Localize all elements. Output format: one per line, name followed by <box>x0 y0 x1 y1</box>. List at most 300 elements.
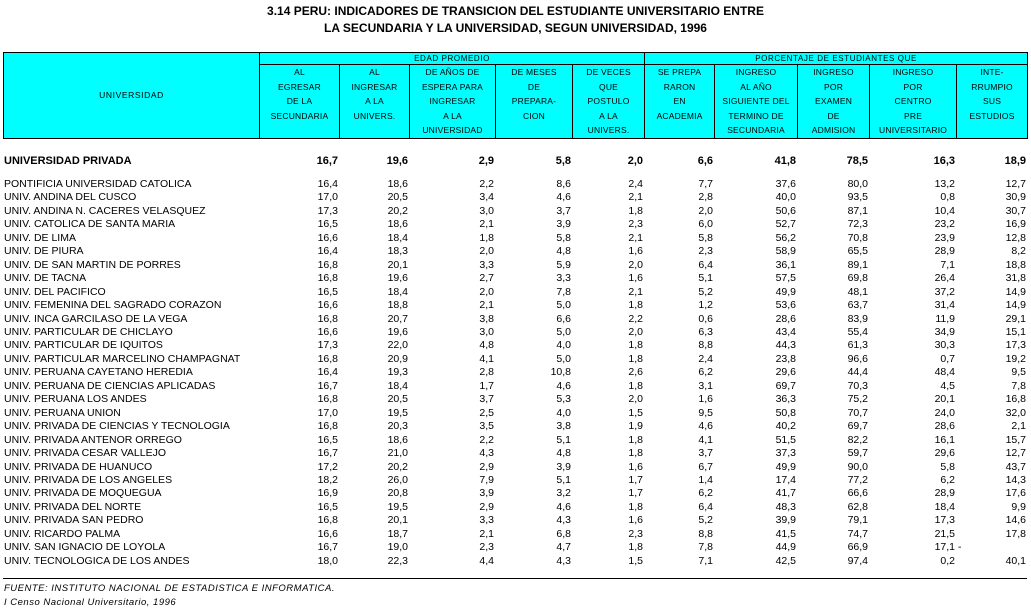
value-cell: 30,3 <box>934 339 955 352</box>
value-cell: 1,5 <box>628 406 643 419</box>
value-cell: 18,4 <box>387 231 408 244</box>
table-row <box>3 232 1027 245</box>
header-col: SE PREPA RARON EN ACADEMIA <box>645 65 715 139</box>
value-cell: 79,1 <box>847 514 868 527</box>
value-cell: 18,9 <box>1004 155 1026 167</box>
value-cell: 6,6 <box>697 155 713 167</box>
value-cell: 1,8 <box>628 352 643 365</box>
value-cell: 2,1 <box>479 218 494 231</box>
university-name: UNIV. PRIVADA DEL NORTE <box>4 500 142 513</box>
value-cell: 48,4 <box>934 366 955 379</box>
value-cell: 4,3 <box>479 447 494 460</box>
value-cell: 17,1 <box>934 541 955 554</box>
value-cell: 15,1 <box>1005 325 1026 338</box>
value-cell: 16,4 <box>317 245 338 258</box>
value-cell: 44,3 <box>775 339 796 352</box>
university-name: UNIVERSIDAD PRIVADA <box>4 155 132 167</box>
value-cell: 89,1 <box>847 258 868 271</box>
value-cell: 5,2 <box>698 514 713 527</box>
value-cell: 18,3 <box>387 245 408 258</box>
university-name: UNIV. PARTICULAR MARCELINO CHAMPAGNAT <box>4 352 241 365</box>
value-cell: 48,1 <box>847 285 868 298</box>
value-cell: 50,8 <box>775 406 796 419</box>
table-row <box>3 407 1027 420</box>
table-row <box>3 178 1027 191</box>
value-cell: 16,4 <box>317 366 338 379</box>
value-cell: 23,8 <box>775 352 796 365</box>
value-cell: 19,6 <box>387 272 408 285</box>
value-cell: 16,8 <box>317 514 338 527</box>
value-cell: 1,6 <box>698 393 713 406</box>
table-title-line1: 3.14 PERU: INDICADORES DE TRANSICION DEL ESTUDIANTE UNIVERSITARIO ENTRE <box>267 4 764 18</box>
value-cell: 0,6 <box>698 312 713 325</box>
value-cell: 2,3 <box>479 541 494 554</box>
value-cell: 87,1 <box>847 204 868 217</box>
value-cell: 20,1 <box>387 258 408 271</box>
value-cell: 78,5 <box>846 155 868 167</box>
value-cell: 9,9 <box>1011 500 1026 513</box>
value-cell: 17,3 <box>1005 339 1026 352</box>
value-cell: 20,3 <box>387 420 408 433</box>
value-cell: 5,9 <box>556 258 571 271</box>
university-name: UNIV. DE TACNA <box>4 272 87 285</box>
value-cell: 2,0 <box>628 393 643 406</box>
value-cell: 18,4 <box>934 500 955 513</box>
value-cell: 48,3 <box>775 500 796 513</box>
value-cell: 97,4 <box>847 554 868 567</box>
value-cell: 21,5 <box>934 527 955 540</box>
value-cell: 96,6 <box>847 352 868 365</box>
value-cell: 16,3 <box>933 155 955 167</box>
header-col: INGRESO POR CENTRO PRE UNIVERSITARIO <box>870 65 957 139</box>
table-row <box>3 366 1027 379</box>
value-cell: 4,8 <box>479 339 494 352</box>
value-cell: 20,7 <box>387 312 408 325</box>
header-universidad: UNIVERSIDAD <box>4 53 260 139</box>
value-cell: 3,8 <box>556 420 571 433</box>
value-cell: 9,5 <box>1011 366 1026 379</box>
value-cell: 6,3 <box>698 325 713 338</box>
value-cell: 16,5 <box>317 218 338 231</box>
value-cell: 5,1 <box>698 272 713 285</box>
value-cell: 28,9 <box>934 245 955 258</box>
value-cell: 1,7 <box>628 473 643 486</box>
value-cell: 90,0 <box>847 460 868 473</box>
value-cell: - <box>958 541 962 554</box>
value-cell: 2,9 <box>479 460 494 473</box>
value-cell: 19,0 <box>387 541 408 554</box>
value-cell: 19,2 <box>1005 352 1026 365</box>
value-cell: 18,4 <box>387 285 408 298</box>
university-name: UNIV. PERUANA UNION <box>4 406 121 419</box>
value-cell: 18,0 <box>317 554 338 567</box>
value-cell: 4,8 <box>556 245 571 258</box>
value-cell: 75,2 <box>847 393 868 406</box>
value-cell: 14,3 <box>1005 473 1026 486</box>
value-cell: 5,1 <box>556 433 571 446</box>
university-name: UNIV. PRIVADA DE LOS ANGELES <box>4 473 173 486</box>
value-cell: 2,3 <box>628 527 643 540</box>
table-header <box>3 52 1028 139</box>
data-table <box>3 178 1027 568</box>
value-cell: 6,0 <box>698 218 713 231</box>
table-row <box>3 299 1027 312</box>
university-name: UNIV. PERUANA LOS ANDES <box>4 393 147 406</box>
value-cell: 19,5 <box>387 500 408 513</box>
table-row <box>3 461 1027 474</box>
header-col: AL INGRESAR A LA UNIVERS. <box>340 65 410 139</box>
value-cell: 12,7 <box>1005 178 1026 190</box>
summary-table <box>3 155 1027 168</box>
university-name: UNIV. DEL PACIFICO <box>4 285 106 298</box>
value-cell: 40,2 <box>775 420 796 433</box>
table-row <box>3 286 1027 299</box>
value-cell: 17,6 <box>1005 487 1026 500</box>
university-name: UNIV. DE SAN MARTIN DE PORRES <box>4 258 181 271</box>
table-row <box>3 393 1027 406</box>
value-cell: 2,0 <box>698 204 713 217</box>
value-cell: 23,9 <box>934 231 955 244</box>
value-cell: 37,6 <box>775 178 796 190</box>
university-name: UNIV. DE PIURA <box>4 245 84 258</box>
value-cell: 16,8 <box>317 393 338 406</box>
header-group-porcentaje: PORCENTAJE DE ESTUDIANTES QUE <box>645 53 1028 65</box>
table-row <box>3 447 1027 460</box>
value-cell: 14,9 <box>1005 285 1026 298</box>
value-cell: 20,2 <box>387 460 408 473</box>
table-row <box>3 245 1027 258</box>
value-cell: 16,7 <box>317 541 338 554</box>
value-cell: 6,2 <box>940 473 955 486</box>
value-cell: 8,6 <box>556 178 571 190</box>
value-cell: 7,1 <box>698 554 713 567</box>
value-cell: 16,7 <box>316 155 338 167</box>
table-row <box>3 353 1027 366</box>
university-name: UNIV. ANDINA N. CACERES VELASQUEZ <box>4 204 206 217</box>
value-cell: 1,8 <box>628 447 643 460</box>
value-cell: 16,6 <box>317 325 338 338</box>
value-cell: 7,8 <box>698 541 713 554</box>
value-cell: 1,9 <box>628 420 643 433</box>
value-cell: 39,9 <box>775 514 796 527</box>
value-cell: 5,2 <box>698 285 713 298</box>
value-cell: 16,6 <box>317 299 338 312</box>
value-cell: 4,4 <box>479 554 494 567</box>
value-cell: 36,3 <box>775 393 796 406</box>
value-cell: 16,6 <box>317 231 338 244</box>
value-cell: 51,5 <box>775 433 796 446</box>
value-cell: 16,8 <box>317 312 338 325</box>
value-cell: 1,8 <box>628 433 643 446</box>
value-cell: 16,6 <box>317 527 338 540</box>
value-cell: 2,7 <box>479 272 494 285</box>
value-cell: 18,6 <box>387 178 408 190</box>
value-cell: 18,6 <box>387 433 408 446</box>
header-col: DE VECES QUE POSTULO A LA UNIVERS. <box>573 65 645 139</box>
value-cell: 8,8 <box>698 339 713 352</box>
value-cell: 36,1 <box>775 258 796 271</box>
value-cell: 3,9 <box>556 218 571 231</box>
value-cell: 50,6 <box>775 204 796 217</box>
value-cell: 18,8 <box>1005 258 1026 271</box>
value-cell: 43,7 <box>1005 460 1026 473</box>
value-cell: 3,7 <box>479 393 494 406</box>
value-cell: 2,8 <box>698 191 713 204</box>
value-cell: 16,8 <box>317 272 338 285</box>
value-cell: 5,8 <box>556 231 571 244</box>
value-cell: 10,8 <box>550 366 571 379</box>
header-col: DE AÑOS DE ESPERA PARA INGRESAR A LA UNIVERSIDAD <box>410 65 496 139</box>
value-cell: 83,9 <box>847 312 868 325</box>
university-name: UNIV. TECNOLOGICA DE LOS ANDES <box>4 554 190 567</box>
value-cell: 55,4 <box>847 325 868 338</box>
value-cell: 3,8 <box>479 312 494 325</box>
value-cell: 2,4 <box>698 352 713 365</box>
value-cell: 5,8 <box>698 231 713 244</box>
value-cell: 3,0 <box>479 204 494 217</box>
value-cell: 17,8 <box>1005 527 1026 540</box>
value-cell: 1,8 <box>628 541 643 554</box>
value-cell: 44,4 <box>847 366 868 379</box>
value-cell: 1,8 <box>628 500 643 513</box>
value-cell: 15,7 <box>1005 433 1026 446</box>
header-col: INTE- RRUMPIO SUS ESTUDIOS <box>957 65 1028 139</box>
value-cell: 1,8 <box>628 204 643 217</box>
value-cell: 17,4 <box>775 473 796 486</box>
table-row <box>3 434 1027 447</box>
value-cell: 17,0 <box>317 406 338 419</box>
value-cell: 2,2 <box>479 433 494 446</box>
value-cell: 7,8 <box>556 285 571 298</box>
table-row <box>3 420 1027 433</box>
value-cell: 28,6 <box>775 312 796 325</box>
value-cell: 4,7 <box>556 541 571 554</box>
value-cell: 3,4 <box>479 191 494 204</box>
value-cell: 7,1 <box>940 258 955 271</box>
value-cell: 59,7 <box>847 447 868 460</box>
value-cell: 16,9 <box>317 487 338 500</box>
value-cell: 42,5 <box>775 554 796 567</box>
value-cell: 58,9 <box>775 245 796 258</box>
university-name: UNIV. CATOLICA DE SANTA MARIA <box>4 218 176 231</box>
value-cell: 1,7 <box>628 487 643 500</box>
value-cell: 2,0 <box>479 245 494 258</box>
value-cell: 5,8 <box>555 155 571 167</box>
university-name: UNIV. PRIVADA ANTENOR ORREGO <box>4 433 182 446</box>
value-cell: 8,8 <box>698 527 713 540</box>
value-cell: 30,9 <box>1005 191 1026 204</box>
value-cell: 6,4 <box>698 500 713 513</box>
header-col: INGRESO AL AÑO SIGUIENTE DEL TERMINO DE SECUNDARIA <box>715 65 798 139</box>
value-cell: 70,7 <box>847 406 868 419</box>
value-cell: 17,0 <box>317 191 338 204</box>
value-cell: 7,7 <box>698 178 713 190</box>
value-cell: 4,6 <box>556 500 571 513</box>
value-cell: 16,8 <box>317 352 338 365</box>
value-cell: 2,9 <box>479 500 494 513</box>
value-cell: 2,6 <box>628 366 643 379</box>
value-cell: 41,8 <box>774 155 796 167</box>
header-col: DE MESES DE PREPARA- CION <box>496 65 573 139</box>
value-cell: 1,6 <box>628 460 643 473</box>
university-name: UNIV. FEMENINA DEL SAGRADO CORAZON <box>4 299 222 312</box>
university-name: UNIV. PARTICULAR DE CHICLAYO <box>4 325 173 338</box>
value-cell: 62,8 <box>847 500 868 513</box>
university-name: UNIV. RICARDO PALMA <box>4 527 121 540</box>
value-cell: 1,4 <box>698 473 713 486</box>
value-cell: 66,9 <box>847 541 868 554</box>
value-cell: 20,5 <box>387 191 408 204</box>
value-cell: 20,1 <box>387 514 408 527</box>
value-cell: 82,2 <box>847 433 868 446</box>
value-cell: 77,2 <box>847 473 868 486</box>
value-cell: 2,3 <box>698 245 713 258</box>
value-cell: 4,3 <box>556 514 571 527</box>
table-row <box>3 555 1027 568</box>
value-cell: 7,9 <box>479 473 494 486</box>
value-cell: 29,6 <box>775 366 796 379</box>
value-cell: 30,7 <box>1005 204 1026 217</box>
value-cell: 2,2 <box>628 312 643 325</box>
university-name: PONTIFICIA UNIVERSIDAD CATOLICA <box>4 178 192 190</box>
value-cell: 1,6 <box>628 272 643 285</box>
value-cell: 9,5 <box>698 406 713 419</box>
value-cell: 29,1 <box>1005 312 1026 325</box>
university-name: UNIV. SAN IGNACIO DE LOYOLA <box>4 541 166 554</box>
value-cell: 1,5 <box>628 554 643 567</box>
value-cell: 17,2 <box>317 460 338 473</box>
value-cell: 2,1 <box>628 285 643 298</box>
value-cell: 49,9 <box>775 460 796 473</box>
value-cell: 14,6 <box>1005 514 1026 527</box>
table-row <box>3 514 1027 527</box>
value-cell: 20,1 <box>934 393 955 406</box>
value-cell: 2,9 <box>478 155 494 167</box>
value-cell: 16,7 <box>317 447 338 460</box>
university-name: UNIV. PRIVADA SAN PEDRO <box>4 514 144 527</box>
value-cell: 44,9 <box>775 541 796 554</box>
value-cell: 74,7 <box>847 527 868 540</box>
table-row <box>3 541 1027 554</box>
value-cell: 34,9 <box>934 325 955 338</box>
value-cell: 2,0 <box>628 258 643 271</box>
value-cell: 26,0 <box>387 473 408 486</box>
footnote-source: FUENTE: INSTITUTO NACIONAL DE ESTADISTICA E INFORMATICA. <box>4 583 335 594</box>
value-cell: 2,4 <box>628 178 643 190</box>
value-cell: 17,3 <box>317 204 338 217</box>
header-col: AL EGRESAR DE LA SECUNDARIA <box>260 65 340 139</box>
value-cell: 3,9 <box>556 460 571 473</box>
value-cell: 20,2 <box>387 204 408 217</box>
value-cell: 93,5 <box>847 191 868 204</box>
value-cell: 70,8 <box>847 231 868 244</box>
value-cell: 3,3 <box>479 514 494 527</box>
university-name: UNIV. PERUANA DE CIENCIAS APLICADAS <box>4 379 216 392</box>
table-row <box>3 218 1027 231</box>
value-cell: 16,8 <box>317 258 338 271</box>
university-name: UNIV. PRIVADA CESAR VALLEJO <box>4 447 167 460</box>
value-cell: 0,2 <box>940 554 955 567</box>
value-cell: 43,4 <box>775 325 796 338</box>
bottom-rule <box>3 578 1027 579</box>
value-cell: 53,6 <box>775 299 796 312</box>
value-cell: 19,5 <box>387 406 408 419</box>
value-cell: 2,5 <box>479 406 494 419</box>
value-cell: 16,1 <box>934 433 955 446</box>
header-group-edad: EDAD PROMEDIO <box>260 53 645 65</box>
header-col: INGRESO POR EXAMEN DE ADMISION <box>798 65 870 139</box>
value-cell: 1,8 <box>628 299 643 312</box>
value-cell: 0,7 <box>940 352 955 365</box>
value-cell: 5,1 <box>556 473 571 486</box>
university-name: UNIV. INCA GARCILASO DE LA VEGA <box>4 312 188 325</box>
value-cell: 18,7 <box>387 527 408 540</box>
footnote-census: I Censo Nacional Universitario, 1996 <box>4 597 177 608</box>
table-row <box>3 259 1027 272</box>
value-cell: 4,1 <box>479 352 494 365</box>
value-cell: 23,2 <box>934 218 955 231</box>
value-cell: 4,6 <box>556 191 571 204</box>
value-cell: 2,1 <box>628 191 643 204</box>
table-row <box>3 191 1027 204</box>
value-cell: 69,7 <box>847 420 868 433</box>
value-cell: 12,8 <box>1005 231 1026 244</box>
value-cell: 20,8 <box>387 487 408 500</box>
value-cell: 3,2 <box>556 487 571 500</box>
value-cell: 3,9 <box>479 487 494 500</box>
value-cell: 2,0 <box>479 285 494 298</box>
value-cell: 40,0 <box>775 191 796 204</box>
value-cell: 28,6 <box>934 420 955 433</box>
value-cell: 6,2 <box>698 366 713 379</box>
value-cell: 22,0 <box>387 339 408 352</box>
value-cell: 4,5 <box>940 379 955 392</box>
value-cell: 24,0 <box>934 406 955 419</box>
value-cell: 20,5 <box>387 393 408 406</box>
value-cell: 5,0 <box>556 299 571 312</box>
value-cell: 5,0 <box>556 325 571 338</box>
value-cell: 4,0 <box>556 406 571 419</box>
value-cell: 19,6 <box>387 325 408 338</box>
value-cell: 3,0 <box>479 325 494 338</box>
value-cell: 1,7 <box>479 379 494 392</box>
university-name: UNIV. PRIVADA DE CIENCIAS Y TECNOLOGIA <box>4 420 230 433</box>
value-cell: 52,7 <box>775 218 796 231</box>
university-name: UNIV. PRIVADA DE MOQUEGUA <box>4 487 162 500</box>
value-cell: 37,3 <box>775 447 796 460</box>
table-row <box>3 326 1027 339</box>
value-cell: 1,8 <box>479 231 494 244</box>
value-cell: 14,9 <box>1005 299 1026 312</box>
value-cell: 3,3 <box>479 258 494 271</box>
value-cell: 2,1 <box>479 299 494 312</box>
value-cell: 1,8 <box>628 379 643 392</box>
value-cell: 2,2 <box>479 178 494 190</box>
value-cell: 16,9 <box>1005 218 1026 231</box>
value-cell: 16,7 <box>317 379 338 392</box>
value-cell: 11,9 <box>935 312 955 325</box>
value-cell: 2,8 <box>479 366 494 379</box>
value-cell: 32,0 <box>1005 406 1026 419</box>
table-row <box>3 487 1027 500</box>
value-cell: 6,8 <box>556 527 571 540</box>
value-cell: 19,6 <box>386 155 408 167</box>
table-row <box>3 528 1027 541</box>
value-cell: 72,3 <box>847 218 868 231</box>
value-cell: 1,2 <box>698 299 713 312</box>
value-cell: 18,2 <box>317 473 338 486</box>
value-cell: 16,5 <box>317 433 338 446</box>
